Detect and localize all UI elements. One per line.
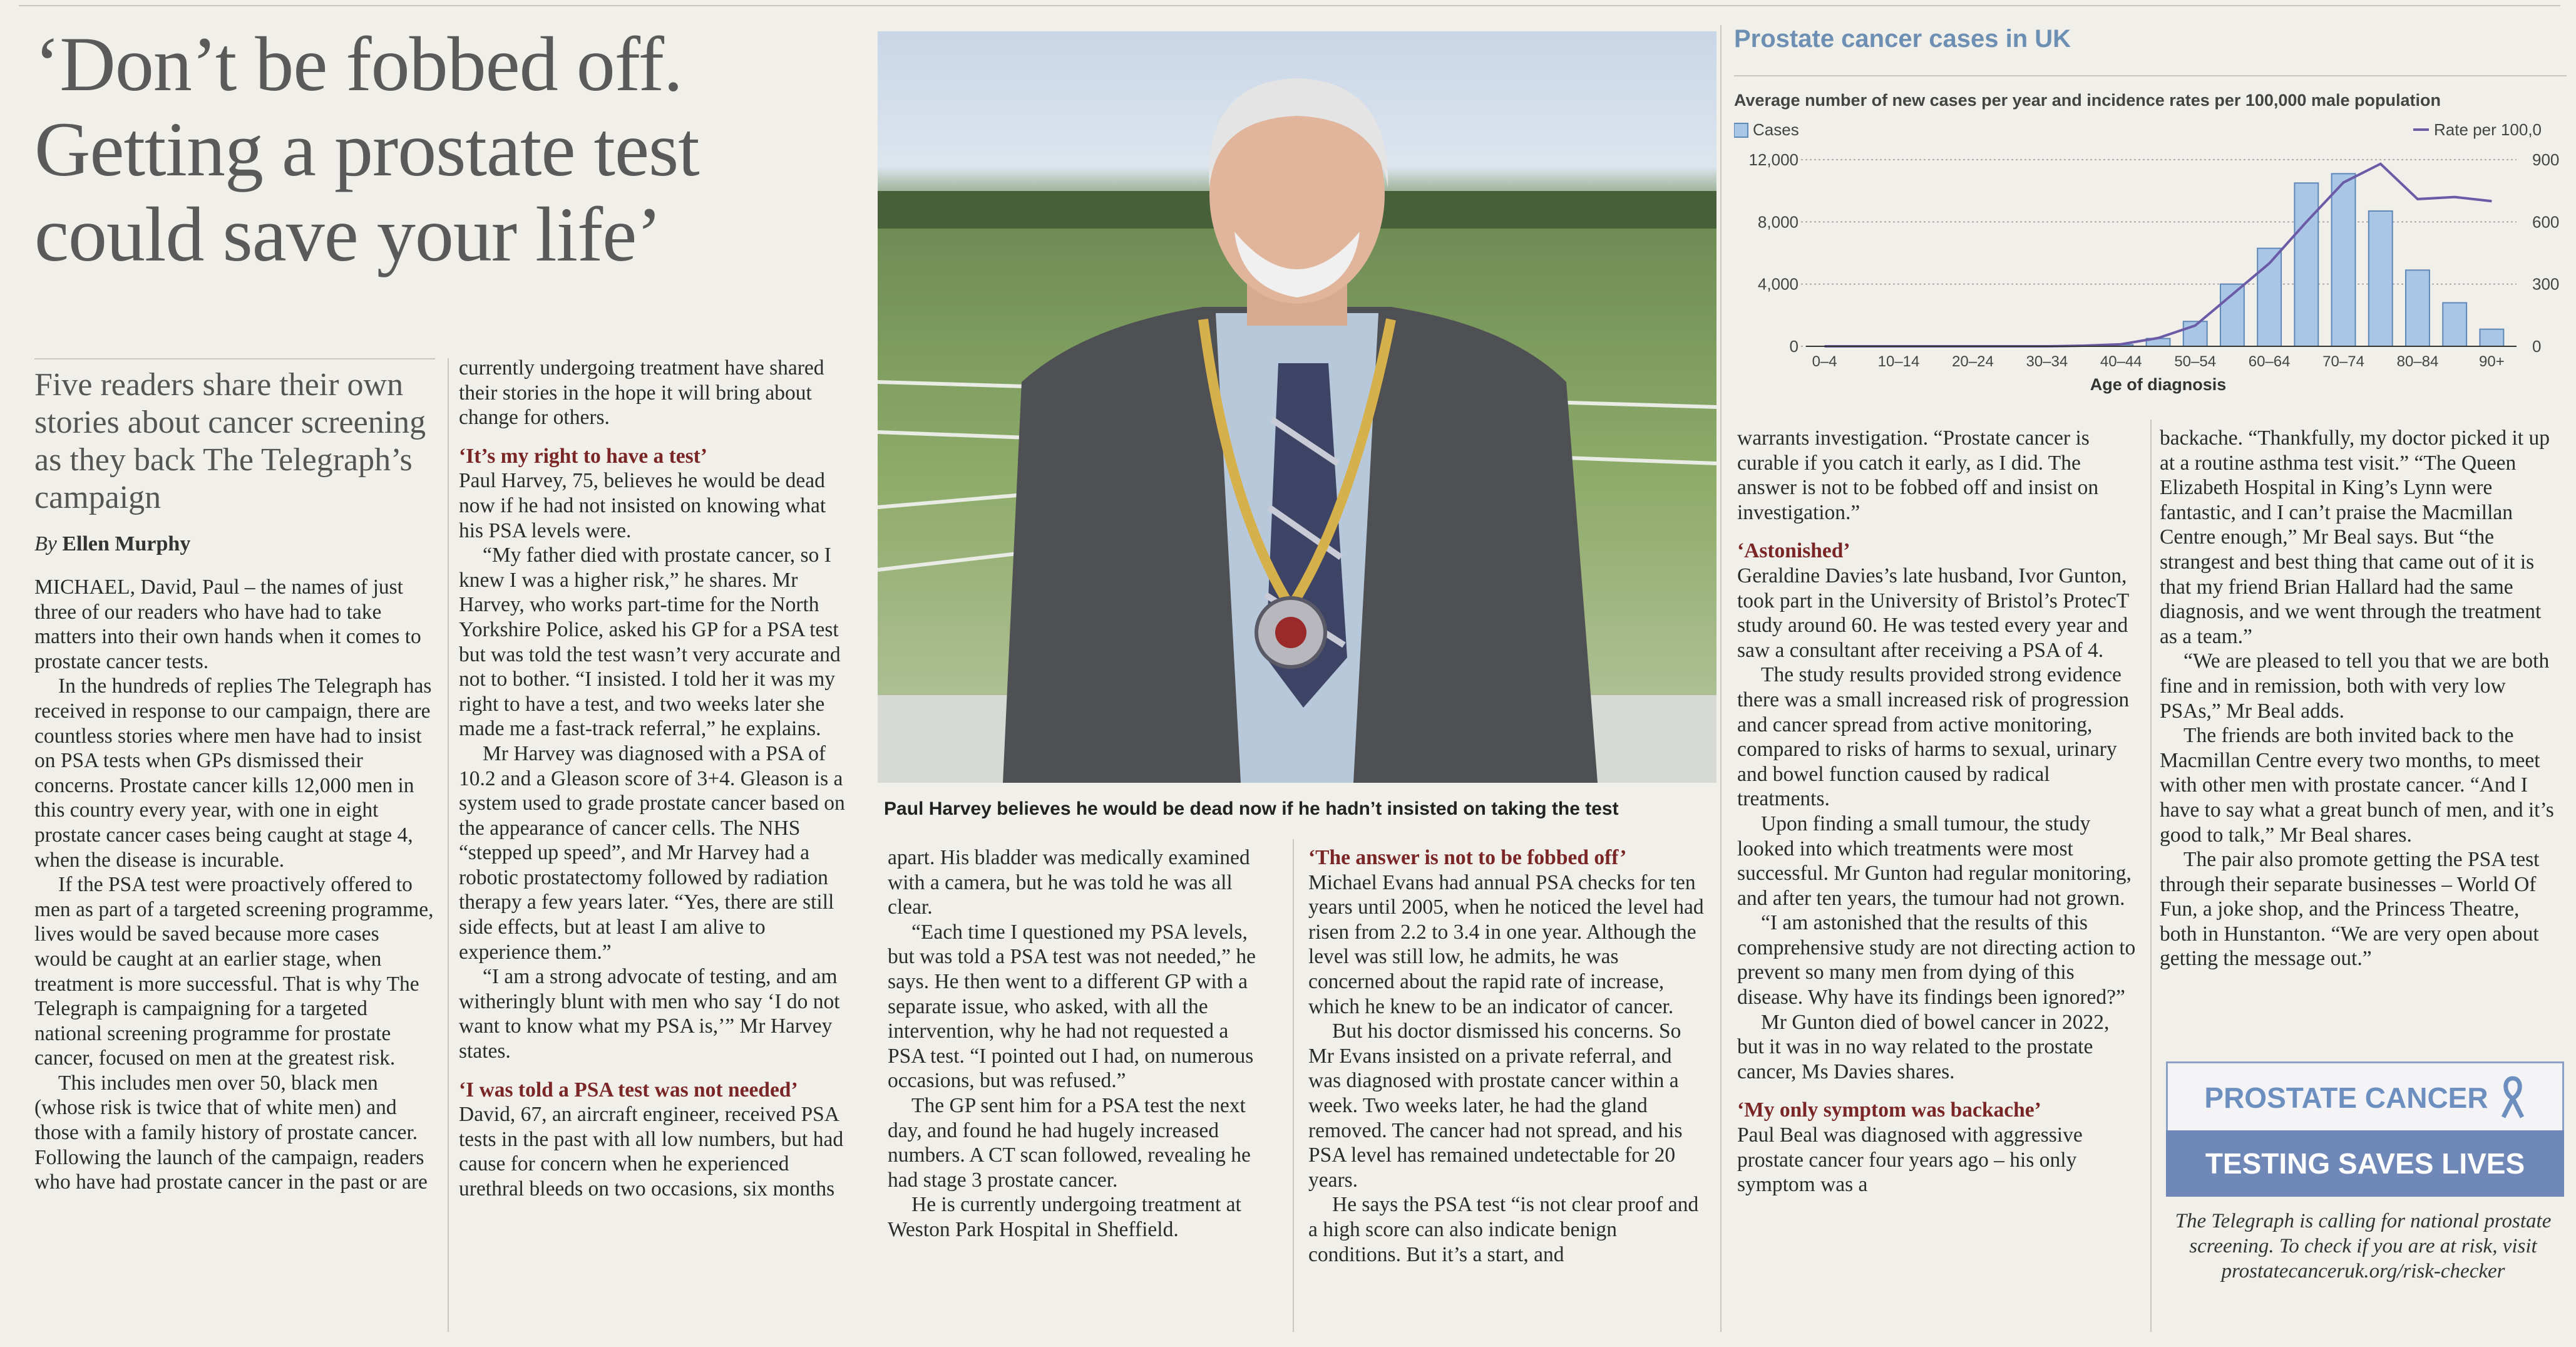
bar-cases [2294, 183, 2318, 346]
legend-label-cases: Cases [1753, 120, 1799, 139]
legend-swatch-cases [1734, 123, 1748, 137]
campaign-banner-slogan: TESTING SAVES LIVES [2166, 1130, 2564, 1197]
paragraph: “I am a strong advocate of testing, and am witheringly blunt with men who say ‘I do not want to know what my PSA is,’” Mr Harvey states. [459, 965, 840, 1063]
x-tick-label: 70–74 [2322, 353, 2364, 370]
bar-cases [2332, 173, 2356, 346]
paragraph: Geraldine Davies’s late husband, Ivor Gunton, took part in the University of Bristol’s ProtecT study around 60. He was tested every year and saw a consultant after receiving a PSA of 4. [1737, 564, 2129, 662]
article-column-4 [1308, 845, 1709, 1267]
paragraph: The GP sent him for a PSA test the next day, and found he had hugely increased numbers. A CT scan followed, revealing he had stage 3 prostate cancer. [888, 1093, 1251, 1192]
subheading: ‘The answer is not to be fobbed off’ [1308, 846, 1627, 869]
paragraph: “My father died with prostate cancer, so I knew I was a higher risk,” he shares. Mr Harvey, who works part-time for the North Yorkshire Police, asked his GP for a PSA test but was told the test wasn’t very accurate and not to bother. “I insisted. I told her it was my right to have a test, and two weeks later she made me a fast-track referral,” he explains. [459, 544, 841, 741]
x-tick-label: 30–34 [2026, 353, 2068, 370]
paragraph: apart. His bladder was medically examined with a camera, but he was told he was all clear. [888, 846, 1250, 919]
paragraph: MICHAEL, David, Paul – the names of just three of our readers who have had to take matters into their own hands when it comes to prostate cancer tests. [34, 575, 421, 673]
photo-caption: Paul Harvey believes he would be dead now if he hadn’t insisted on taking the test [884, 798, 1619, 819]
legend-label-rate: Rate per 100,0 [2434, 120, 2542, 139]
column-divider [2150, 420, 2152, 1332]
x-tick-label: 80–84 [2396, 353, 2439, 370]
top-rule [19, 5, 2560, 6]
y-right-tick-label: 0 [2532, 337, 2542, 356]
paragraph: Mr Harvey was diagnosed with a PSA of 10.2 and a Gleason score of 3+4. Gleason is a system used to grade prostate cancer based on the appearance of cancer cells. The NHS “stepped up speed”, and Mr Harvey had a robotic prostatectomy followed by radiation therapy a few years later. “Yes, there are still side effects, but at least I am alive to experience them.” [459, 741, 845, 964]
paragraph: backache. “Thankfully, my doctor picked it up at a routine asthma test visit.” “The Queen Elizabeth Hospital in King’s Lynn were fantastic, and I can’t praise the Macmillan Centre enough,” Mr Beal says. But “the strangest and best thing that came out of it is that my friend Brian Hallard had the same diagnosis, and we went through the treatment as a team.” [2160, 426, 2550, 648]
column-divider [1293, 839, 1294, 1332]
paragraph: “Each time I questioned my PSA levels, but was told a PSA test was not needed,” he says. He then went to a different GP with a separate issue, who asked, with all the intervention, why he had not requested a PSA test. “I pointed out I had, on numerous occasions, but was refused.” [888, 920, 1256, 1093]
y-left-tick-label: 12,000 [1748, 150, 1799, 169]
paragraph: David, 67, an aircraft engineer, received PSA tests in the past with all low numbers, but had cause for concern when he experienced urethral bleeds on two occasions, six months [459, 1103, 844, 1200]
y-left-tick-label: 8,000 [1757, 212, 1799, 232]
paragraph: “We are pleased to tell you that we are both fine and in remission, both with very low PSAs,” Mr Beal adds. [2160, 649, 2550, 723]
x-tick-label: 90+ [2479, 353, 2505, 370]
x-tick-label: 10–14 [1877, 353, 1920, 370]
chart-rule [1734, 75, 2567, 76]
paragraph: The pair also promote getting the PSA test through their separate businesses – World Of Fun, a joke shop, and the Princess Theatre, both in Hunstanton. “We are very open about getting the message out.” [2160, 848, 2540, 971]
standfirst-rule [34, 358, 435, 359]
paragraph: Upon finding a small tumour, the study looked into which treatments were most successful. Mr Gunton had regular monitoring, and after ten years, the tumour had not grown. [1737, 812, 2132, 910]
column-divider [448, 358, 449, 1332]
chart-subtitle: Average number of new cases per year and incidence rates per 100,000 male population [1734, 91, 2441, 110]
headline: ‘Don’t be fobbed off. Getting a prostate test could save your life’ [34, 21, 699, 277]
campaign-banner-title [2166, 1061, 2564, 1134]
photo-paul-harvey [878, 31, 1716, 783]
x-tick-label: 40–44 [2100, 353, 2142, 370]
x-tick-label: 60–64 [2248, 353, 2291, 370]
paragraph: But his doctor dismissed his concerns. So Mr Evans insisted on a private referral, and was diagnosed with prostate cancer within a week. Two weeks later, he had the gland removed. The cancer had not spread, and his PSA level has remained undetectable for 20 years. [1308, 1019, 1683, 1192]
bar-cases [2480, 329, 2503, 346]
paragraph: This includes men over 50, black men (whose risk is twice that of white men) and those with a family history of prostate cancer. Following the launch of the campaign, readers who have had prostate cancer in the past or are [34, 1071, 428, 1194]
article-column-1 [34, 575, 435, 1195]
x-tick-label: 20–24 [1952, 353, 1994, 370]
standfirst: Five readers share their own stories about cancer screening as they back The Telegraph’s campaign [34, 367, 426, 515]
paragraph: He says the PSA test “is not clear proof and a high score can also indicate benign conditions. But it’s a start, and [1308, 1193, 1699, 1266]
campaign-banner-title-text: PROSTATE CANCER [2204, 1081, 2488, 1114]
paragraph: If the PSA test were proactively offered to men as part of a targeted screening programme, lives would be saved because more cases would be caught at an earlier stage, when treatment is more successful. That is why The Telegraph is campaigning for a targeted national screening programme for prostate cancer, focused on men at the greatest risk. [34, 873, 434, 1070]
x-axis-label: Age of diagnosis [2090, 375, 2227, 394]
paragraph: He is currently undergoing treatment at Weston Park Hospital in Sheffield. [888, 1193, 1241, 1241]
paragraph: warrants investigation. “Prostate cancer is curable if you catch it early, as I did. The answer is not to be fobbed off and insist on investigation.” [1737, 426, 2099, 524]
paragraph: Michael Evans had annual PSA checks for ten years until 2005, when he noticed the level had risen from 2.2 to 3.4 in one year. Although the level was still low, he admits, he was concerned about the rapid rate of increase, which he knew to be an indicator of cancer. [1308, 870, 1704, 1018]
paragraph: Paul Beal was diagnosed with aggressive prostate cancer four years ago – his only symptom was a [1737, 1123, 2083, 1197]
paragraph: The friends are both invited back to the Macmillan Centre every two months, to meet with other men with prostate cancer. “And I have to say what a great bunch of men, and it’s good to talk,” Mr Beal shares. [2160, 724, 2554, 847]
paragraph: “I am astonished that the results of this comprehensive study are not directing action to prevent so many men from dying of this disease. Why have its findings been ignored?” [1737, 911, 2136, 1009]
paragraph: currently undergoing treatment have shared their stories in the hope it will bring about change for others. [459, 356, 824, 430]
paragraph: The study results provided strong evidence there was a small increased risk of progression and cancer spread from active monitoring, compared to risks of harms to sexual, urinary and bowel function caused by radical treatments. [1737, 663, 2130, 811]
subheading: ‘Astonished’ [1737, 539, 1850, 563]
article-column-6 [2160, 426, 2560, 971]
paragraph: Paul Harvey, 75, believes he would be dead now if he had not insisted on knowing what his PSA levels were. [459, 469, 826, 542]
y-left-tick-label: 0 [1789, 337, 1799, 356]
subheading: ‘I was told a PSA test was not needed’ [459, 1078, 798, 1102]
column-divider [1720, 25, 1722, 1332]
byline [34, 532, 190, 556]
bar-cases [2443, 302, 2466, 346]
subheading: ‘It’s my right to have a test’ [459, 444, 707, 468]
y-right-tick-label: 600 [2532, 212, 2560, 232]
prostate-cases-chart [1734, 116, 2567, 410]
portrait-illustration [878, 31, 1716, 783]
awareness-ribbon-icon [2500, 1076, 2526, 1120]
campaign-note: The Telegraph is calling for national prostate screening. To check if you are at risk, visit prostatecanceruk.org/risk-checker [2175, 1210, 2552, 1282]
y-left-tick-label: 4,000 [1757, 274, 1799, 294]
byline-prefix: By [34, 532, 57, 555]
paragraph: In the hundreds of replies The Telegraph has received in response to our campaign, there are countless stories where men have had to insist on PSA tests when GPs dismissed their concerns. Prostate cancer kills 12,000 men in this country every year, with one in eight prostate cancer cases being caught at stage 4, when the disease is incurable. [34, 674, 432, 872]
article-column-2 [459, 356, 853, 1202]
paragraph: Mr Gunton died of bowel cancer in 2022, but it was in no way related to the prostate cancer, Ms Davies shares. [1737, 1010, 2110, 1083]
y-right-tick-label: 300 [2532, 274, 2560, 294]
article-column-3 [888, 845, 1270, 1242]
byline-author: Ellen Murphy [62, 532, 191, 555]
chart-title: Prostate cancer cases in UK [1734, 25, 2071, 53]
y-right-tick-label: 900 [2532, 150, 2560, 169]
subheading: ‘My only symptom was backache’ [1737, 1098, 2041, 1122]
article-column-5 [1737, 426, 2138, 1197]
bar-cases [2406, 270, 2430, 346]
x-tick-label: 50–54 [2174, 353, 2217, 370]
bar-cases [2369, 211, 2393, 346]
x-tick-label: 0–4 [1812, 353, 1837, 370]
